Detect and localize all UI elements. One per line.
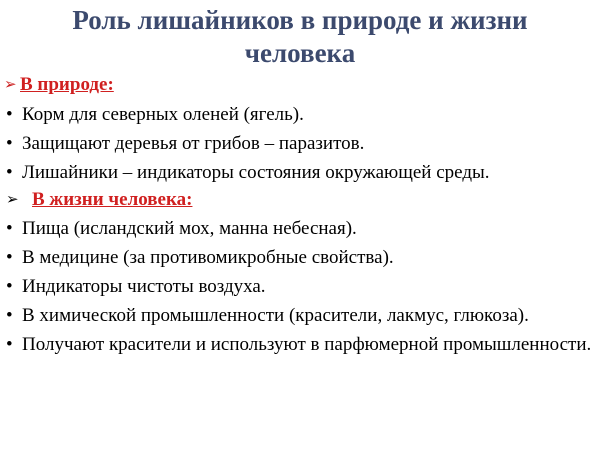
section-heading-text: В природе:	[20, 74, 114, 95]
bullet-icon: •	[6, 276, 13, 297]
bullet-icon: •	[6, 247, 13, 268]
list-item	[4, 162, 594, 183]
bullet-icon: •	[6, 218, 13, 239]
list-item-text: Пища (исландский мох, манна небесная).	[22, 218, 357, 239]
list-item	[4, 133, 594, 154]
slide-content	[4, 74, 594, 355]
bullet-icon: •	[6, 133, 13, 154]
list-item-text: Корм для северных оленей (ягель).	[22, 104, 304, 125]
slide-title-line-1: Роль лишайников в природе и жизни	[72, 5, 528, 35]
bullet-icon: •	[6, 305, 13, 326]
slide-title-line-2: человека	[244, 38, 356, 68]
list-item-text: Лишайники – индикаторы состояния окружающей среды.	[22, 162, 490, 183]
list-item-text: Получают красители и используют в парфюмерной промышленности.	[22, 334, 592, 355]
list-item-text: Индикаторы чистоты воздуха.	[22, 276, 266, 297]
slide-title	[0, 4, 600, 70]
bullet-icon: •	[6, 162, 13, 183]
list-item	[4, 334, 594, 355]
arrow-bullet-icon: ➢	[4, 75, 17, 93]
list-item	[4, 276, 594, 297]
list-item-text: В медицине (за противомикробные свойства).	[22, 247, 394, 268]
arrow-bullet-icon: ➢	[6, 190, 19, 208]
list-item	[4, 218, 594, 239]
list-item	[4, 104, 594, 125]
section-heading-human-life	[4, 189, 594, 210]
section-heading-nature	[4, 74, 594, 95]
bullet-icon: •	[6, 334, 13, 355]
bullet-icon: •	[6, 104, 13, 125]
list-item	[4, 305, 594, 326]
list-item	[4, 247, 594, 268]
list-item-text: В химической промышленности (красители, лакмус, глюкоза).	[22, 305, 529, 326]
section-heading-text: В жизни человека:	[32, 189, 193, 210]
list-item-text: Защищают деревья от грибов – паразитов.	[22, 133, 365, 154]
